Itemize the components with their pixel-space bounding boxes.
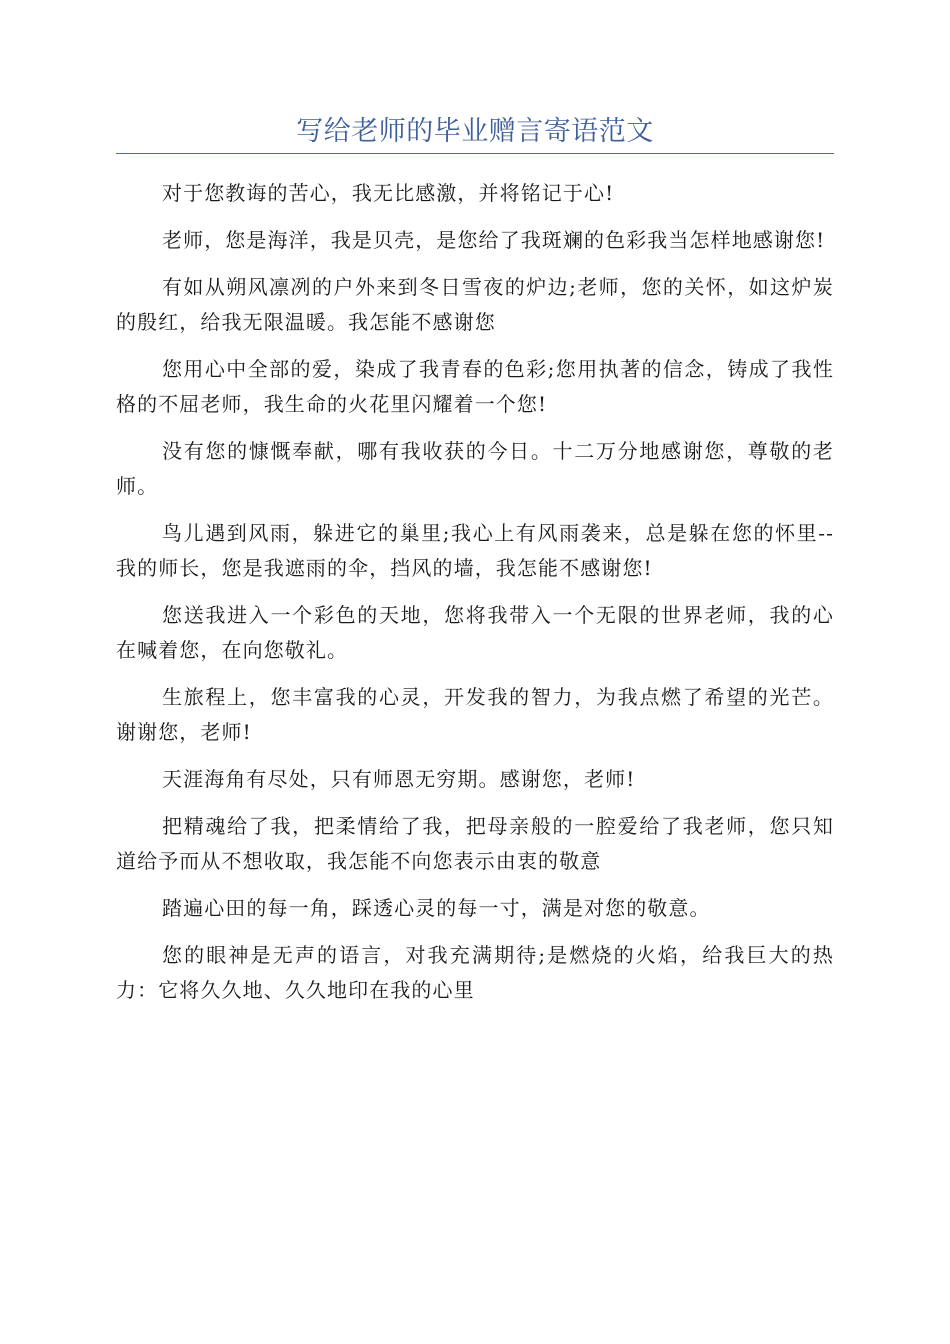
paragraph-9: 天涯海角有尽处，只有师恩无穷期。感谢您，老师! (162, 767, 636, 791)
paragraph-3: 有如从朔风凛冽的户外来到冬日雪夜的炉边;老师，您的关怀，如这炉炭的殷红，给我无限温暖。我怎能不感谢您 (116, 275, 834, 334)
paragraph-7: 您送我进入一个彩色的天地，您将我带入一个无限的世界老师，我的心在喊着您，在向您敬礼。 (116, 603, 834, 662)
paragraph-4: 您用心中全部的爱，染成了我青春的色彩;您用执著的信念，铸成了我性格的不屈老师，我生命的火花里闪耀着一个您! (116, 357, 834, 416)
paragraph-2: 老师，您是海洋，我是贝壳，是您给了我斑斓的色彩我当怎样地感谢您! (162, 228, 826, 252)
paragraph-1: 对于您教诲的苦心，我无比感激，并将铭记于心! (162, 181, 615, 205)
paragraph-5: 没有您的慷慨奉献，哪有我收获的今日。十二万分地感谢您，尊敬的老师。 (116, 439, 834, 498)
paragraph-6: 鸟儿遇到风雨，躲进它的巢里;我心上有风雨袭来，总是躲在您的怀里--我的师长，您是我遮雨的伞，挡风的墙，我怎能不感谢您! (116, 521, 834, 580)
document-title: 写给老师的毕业赠言寄语范文 (296, 116, 654, 147)
paragraph-8: 生旅程上，您丰富我的心灵，开发我的智力，为我点燃了希望的光芒。谢谢您，老师! (116, 685, 834, 744)
paragraph-10: 把精魂给了我，把柔情给了我，把母亲般的一腔爱给了我老师，您只知道给予而从不想收取，我怎能不向您表示由衷的敬意 (116, 814, 834, 873)
title-underline (116, 153, 834, 154)
paragraph-12: 您的眼神是无声的语言，对我充满期待;是燃烧的火焰，给我巨大的热力：它将久久地、久久地印在我的心里 (116, 943, 834, 1002)
document-body (116, 176, 834, 1020)
paragraph-11: 踏遍心田的每一角，踩透心灵的每一寸，满是对您的敬意。 (162, 896, 711, 920)
